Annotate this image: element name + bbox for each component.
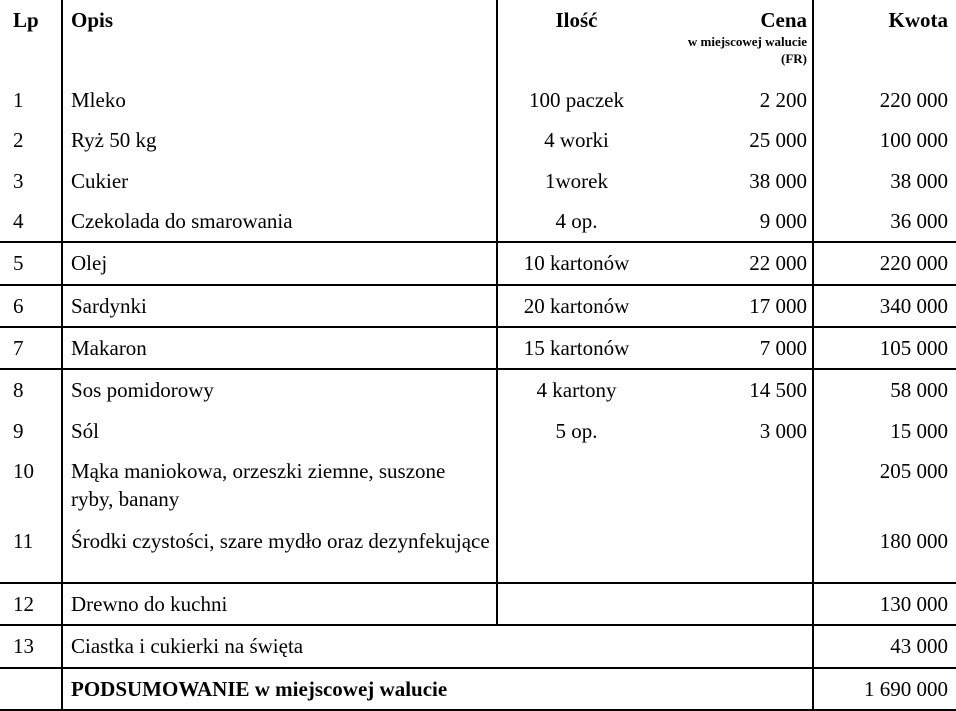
cell-lp: 4 (13, 209, 24, 234)
cell-kwota: 180 000 (813, 521, 956, 583)
column-header-cena-currency: (FR) (781, 50, 807, 66)
table-row (0, 521, 956, 583)
cell-opis: Środki czystości, szare mydło oraz dezynfekujące (62, 521, 497, 583)
table-row (0, 583, 956, 625)
cell-lp: 10 (13, 459, 34, 484)
cell-ilosc: 15 kartonów (497, 327, 655, 369)
cell-ilosc: 4 kartony (497, 369, 655, 410)
cell-ilosc: 1worek (497, 161, 655, 201)
column-header-cena (655, 0, 813, 80)
table-row (0, 451, 956, 521)
table-row (0, 625, 956, 667)
cell-kwota: 100 000 (813, 120, 956, 160)
cell-cena: 2 200 (759, 88, 807, 112)
table-row (0, 201, 956, 242)
cell-lp: 7 (0, 327, 62, 369)
cell-lp: 3 (13, 168, 24, 193)
table-row (0, 369, 956, 410)
cell-cena: 25 000 (749, 128, 807, 153)
cell-lp: 12 (0, 583, 62, 625)
cell-cena: 9 000 (759, 209, 807, 234)
cell-ilosc: 20 kartonów (497, 285, 655, 327)
summary-row (0, 668, 956, 710)
cell-opis: Cukier (62, 161, 497, 201)
table-row (0, 285, 956, 327)
summary-value: 1 690 000 (813, 668, 956, 710)
header-row (0, 0, 956, 80)
cell-ilosc: 5 op. (497, 411, 655, 451)
table-row (0, 327, 956, 369)
cell-opis: Sardynki (62, 285, 497, 327)
cell-ilosc: 10 kartonów (497, 242, 655, 284)
cell-ilosc (497, 451, 655, 521)
cell-opis: Ryż 50 kg (62, 120, 497, 160)
cell-kwota: 58 000 (813, 369, 956, 410)
cell-cena: 22 000 (655, 242, 813, 284)
cell-lp: 13 (0, 625, 62, 667)
summary-lp-cell (0, 668, 62, 710)
cell-cena: 3 000 (759, 418, 807, 443)
column-header-cena-main: Cena (760, 8, 807, 32)
cell-opis: Makaron (62, 327, 497, 369)
cell-cena: 14 500 (655, 369, 813, 410)
cell-lp: 6 (0, 285, 62, 327)
cell-opis: Sól (62, 411, 497, 451)
cell-cena: 7 000 (655, 327, 813, 369)
column-header-cena-subtitle: w miejscowej walucie (687, 34, 807, 50)
cell-kwota: 43 000 (813, 625, 956, 667)
column-header-opis: Opis (62, 0, 497, 80)
table-row (0, 411, 956, 451)
cell-cena (655, 521, 813, 583)
cell-lp: 2 (13, 128, 24, 153)
cell-cena (655, 583, 813, 625)
column-header-lp: Lp (13, 8, 39, 32)
cell-kwota: 205 000 (813, 451, 956, 521)
cell-cena: 17 000 (655, 285, 813, 327)
cell-opis: Drewno do kuchni (62, 583, 497, 625)
cell-ilosc (497, 521, 655, 583)
cell-kwota: 38 000 (813, 161, 956, 201)
cell-lp: 9 (13, 418, 24, 443)
cell-kwota: 340 000 (813, 285, 956, 327)
cell-kwota: 15 000 (813, 411, 956, 451)
table-row (0, 242, 956, 284)
cell-kwota: 36 000 (813, 201, 956, 242)
cell-ilosc (497, 583, 655, 625)
cell-kwota: 220 000 (813, 80, 956, 120)
table-row (0, 161, 956, 201)
cell-lp: 5 (0, 242, 62, 284)
cell-cena: 38 000 (749, 168, 807, 193)
cell-kwota: 220 000 (813, 242, 956, 284)
cell-opis: Ciastka i cukierki na święta (62, 625, 813, 667)
cell-lp: 8 (0, 369, 62, 410)
cell-opis: Mleko (62, 80, 497, 120)
cell-ilosc: 100 paczek (497, 80, 655, 120)
summary-label: PODSUMOWANIE w miejscowej walucie (62, 668, 813, 710)
cell-ilosc: 4 worki (497, 120, 655, 160)
cell-cena (655, 451, 813, 521)
cell-lp: 11 (13, 529, 34, 554)
cell-opis: Olej (62, 242, 497, 284)
cell-opis: Sos pomidorowy (62, 369, 497, 410)
column-header-kwota: Kwota (813, 0, 956, 80)
table-row (0, 120, 956, 160)
column-header-ilosc: Ilość (497, 0, 655, 80)
cell-ilosc: 4 op. (497, 201, 655, 242)
cell-kwota: 105 000 (813, 327, 956, 369)
table-row (0, 80, 956, 120)
cell-opis: Mąka maniokowa, orzeszki ziemne, suszone ryby, banany (62, 451, 497, 521)
cell-opis: Czekolada do smarowania (62, 201, 497, 242)
cell-kwota: 130 000 (813, 583, 956, 625)
cell-lp: 1 (13, 88, 24, 112)
